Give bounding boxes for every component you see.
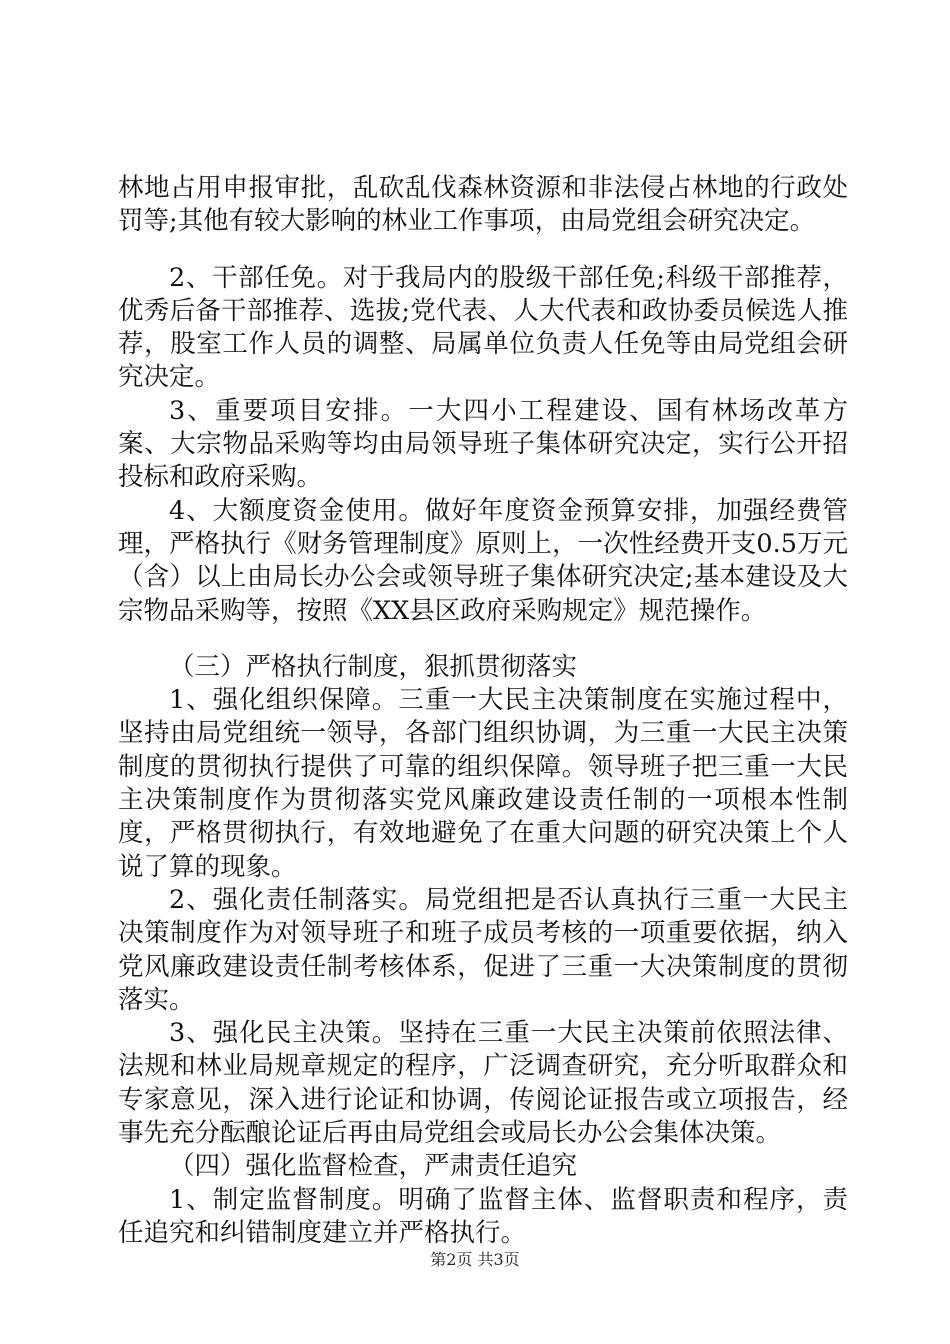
section-heading-3: （三）严格执行制度，狠抓贯彻落实 [169, 651, 578, 682]
section-heading-4: （四）强化监督检查，严肃责任追究 [169, 1151, 578, 1182]
paragraph-large-funds: 4、大额度资金使用。做好年度资金预算安排，加强经费管理，严格执行《财务管理制度》原则上，一次性经费开支0.5万元（含）以上由局长办公会或领导班子集体研究决定;基本建设及大宗物品采购等，按照《XX县区政府采购规定》规范操作。 [118, 495, 848, 626]
paragraph-democratic-decision: 3、强化民主决策。坚持在三重一大民主决策前依照法律、法规和林业局规章规定的程序，广泛调查研究，充分听取群众和专家意见，深入进行论证和协调，传阅论证报告或立项报告，经事先充分酝酿论证后再由局党组会或局长办公会集体决策。 [118, 1018, 848, 1149]
paragraph-supervision-system: 1、制定监督制度。明确了监督主体、监督职责和程序，责任追究和纠错制度建立并严格执行。 [118, 1184, 848, 1248]
paragraph-major-projects: 3、重要项目安排。一大四小工程建设、国有林场改革方案、大宗物品采购等均由局领导班子集体研究决定，实行公开招投标和政府采购。 [118, 395, 848, 493]
paragraph-cadre-appointment: 2、干部任免。对于我局内的股级干部任免;科级干部推荐，优秀后备干部推荐、选拔;党代表、人大代表和政协委员候选人推荐，股室工作人员的调整、局属单位负责人任免等由局党组会研究决定。 [118, 262, 848, 393]
paragraph-responsibility: 2、强化责任制落实。局党组把是否认真执行三重一大民主决策制度作为对领导班子和班子成员考核的一项重要依据，纳入党风廉政建设责任制考核体系，促进了三重一大决策制度的贯彻落实。 [118, 884, 848, 1015]
paragraph-continuation: 林地占用申报审批，乱砍乱伐森林资源和非法侵占林地的行政处罚等;其他有较大影响的林业工作事项，由局党组会研究决定。 [118, 173, 848, 237]
paragraph-organization-guarantee: 1、强化组织保障。三重一大民主决策制度在实施过程中，坚持由局党组统一领导，各部门组织协调，为三重一大民主决策制度的贯彻执行提供了可靠的组织保障。领导班子把三重一大民主决策制度作为贯彻落实党风廉政建设责任制的一项根本性制度，严格贯彻执行，有效地避免了在重大问题的研究决策上个人说了算的现象。 [118, 685, 848, 882]
document-body [118, 172, 848, 1250]
page-number-footer: 第2页 共3页 [430, 1250, 520, 1269]
